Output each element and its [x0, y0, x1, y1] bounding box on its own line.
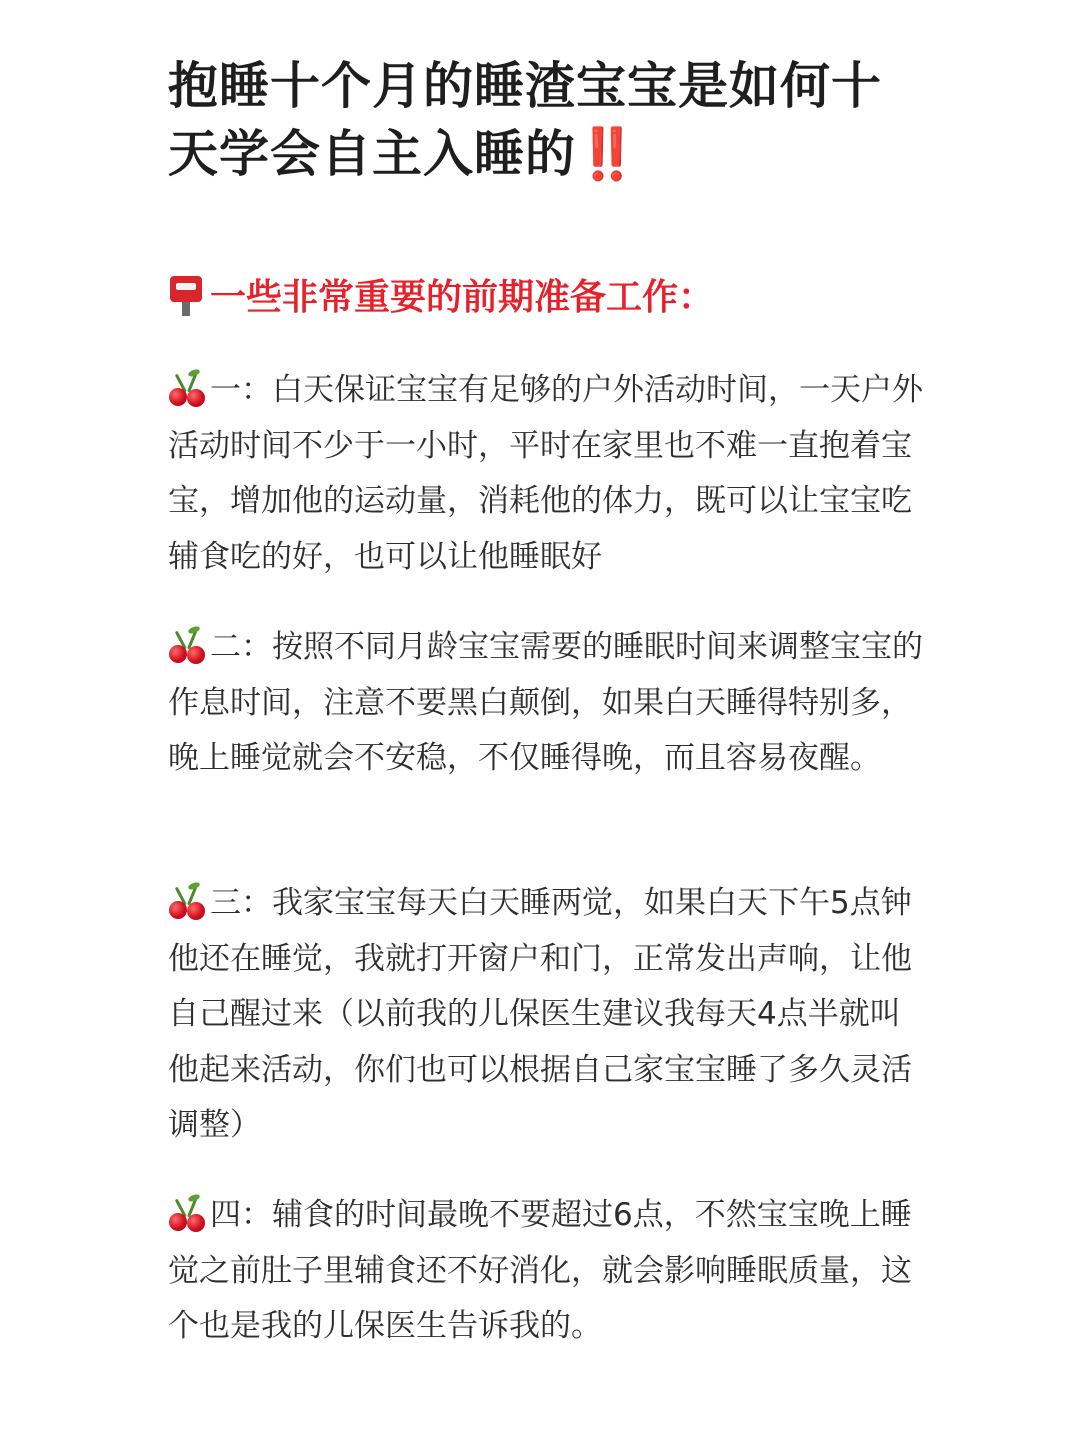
list-item-text: 二：按照不同月龄宝宝需要的睡眠时间来调整宝宝的作息时间，注意不要黑白颠倒，如果白天睡得特别多，晚上睡觉就会不安稳，不仅睡得晚，而且容易夜醒。 — [168, 629, 923, 776]
list-item-text: 三：我家宝宝每天白天睡两觉，如果白天下午5点钟他还在睡觉，我就打开窗户和门，正常发出声响，让他自己醒过来（以前我的儿保医生建议我每天4点半就叫他起来活动，你们也可以根据自己家宝宝睡了多久灵活调整） — [168, 885, 912, 1143]
cherry-icon — [168, 883, 208, 921]
cherry-icon — [168, 627, 208, 665]
list-item-text: 四：辅食的时间最晚不要超过6点，不然宝宝晚上睡觉之前肚子里辅食还不好消化，就会影响睡眠质量，这个也是我的儿保医生告诉我的。 — [168, 1197, 912, 1344]
mailbox-icon — [168, 274, 206, 318]
double-exclamation-icon: ‼️ — [576, 125, 633, 183]
section-heading — [168, 272, 714, 324]
page-title — [168, 52, 908, 188]
list-item-text: 一：白天保证宝宝有足够的户外活动时间，一天户外活动时间不少于一小时，平时在家里也不难一直抱着宝宝，增加他的运动量，消耗他的体力，既可以让宝宝吃辅食吃的好，也可以让他睡眠好 — [168, 372, 923, 575]
cherry-icon — [168, 370, 208, 408]
list-item-4 — [168, 1188, 928, 1355]
section-heading-text: 一些非常重要的前期准备工作： — [210, 277, 715, 318]
title-text: 抱睡十个月的睡渣宝宝是如何十天学会自主入睡的 — [168, 57, 882, 183]
list-item-3 — [168, 876, 928, 1154]
cherry-icon — [168, 1195, 208, 1233]
list-item-1 — [168, 363, 928, 585]
list-item-2 — [168, 620, 928, 787]
